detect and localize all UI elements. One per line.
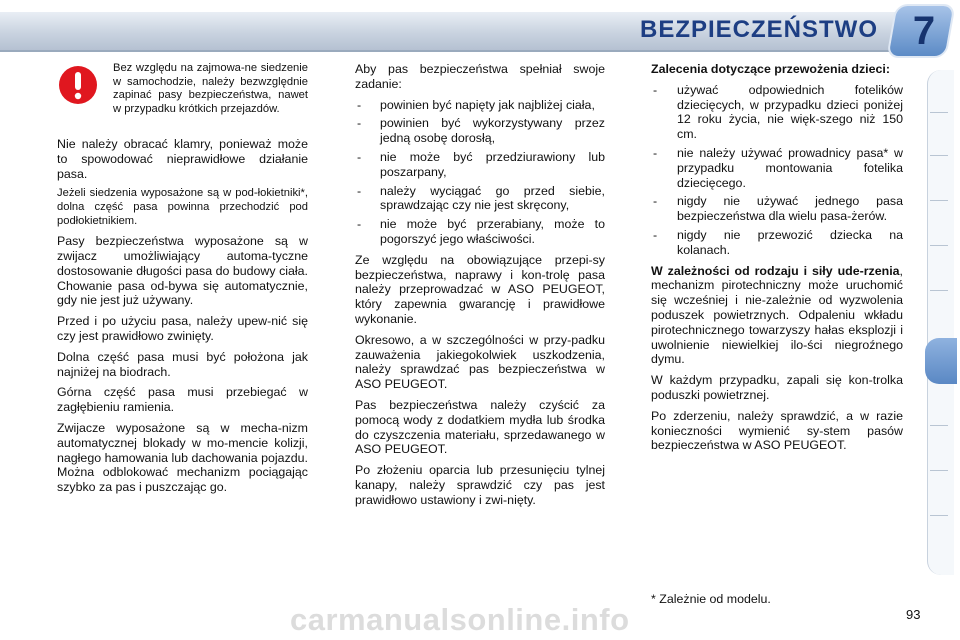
paragraph-rest: , mechanizm pirotechniczny może uruchomić się wcześniej i nie-zależnie od wyzwolenia poduszek powietrznych. Odpaleniu wkładu pirotechnicznego towarzyszy hałas eksplozji i uwolnienie niewielkiej ilo-ści niegroźnego dymu.: [651, 263, 903, 367]
tab-divider: [930, 112, 948, 113]
list-item: - nigdy nie używać jednego pasa bezpieczeństwa dla wielu pasa-żerów.: [651, 194, 903, 224]
chapter-number: 7: [912, 9, 936, 53]
children-recommendations-list: [651, 83, 903, 258]
paragraph-pyrotechnic: [651, 264, 903, 368]
paragraph: Pas bezpieczeństwa należy czyścić za pomocą wody z dodatkiem mydła lub środka do czyszczenia materiału, sprzedawanego w ASO PEUGEOT.: [355, 397, 605, 457]
paragraph: Ze względu na obowiązujące przepi-sy bezpieczeństwa, naprawy i kon-trolę pasa należy przeprowadzać w ASO PEUGEOT, który zapewnia gwarancję i prawidłowe wykonanie.: [355, 252, 605, 326]
column-left: [57, 137, 308, 501]
tab-divider: [930, 470, 948, 471]
tab-divider: [930, 155, 948, 156]
tab-divider: [930, 515, 948, 516]
column-middle: [355, 62, 605, 514]
paragraph: Dolna część pasa musi być położona jak najniżej na biodrach.: [57, 349, 308, 379]
list-item: - nie może być przedziurawiony lub poszarpany,: [355, 150, 605, 180]
paragraph-intro: Aby pas bezpieczeństwa spełniał swoje zadanie:: [355, 62, 605, 91]
list-item: - używać odpowiednich fotelików dziecięcych, w przypadku dzieci poniżej 12 roku życia, nie więk-szego niż 150 cm.: [651, 83, 903, 142]
list-item: - nie należy używać prowadnicy pasa* w przypadku montowania fotelika dziecięcego.: [651, 146, 903, 190]
bold-lead: W zależności od rodzaju i siły ude-rzenia: [651, 263, 900, 278]
list-item: - nigdy nie przewozić dziecka na kolanach.: [651, 228, 903, 258]
children-heading: Zalecenia dotyczące przewożenia dzieci:: [651, 62, 890, 76]
paragraph: Górna część pasa musi przebiegać w zagłębieniu ramienia.: [57, 385, 308, 415]
belt-requirements-list: [355, 98, 605, 247]
paragraph: Przed i po użyciu pasa, należy upew-nić się czy jest prawidłowo zwinięty.: [57, 314, 308, 343]
list-item: - należy wyciągać go przed siebie, sprawdzając czy nie jest skręcony,: [355, 184, 605, 214]
paragraph: Okresowo, a w szczególności w przy-padku zauważenia jakiegokolwiek uszkodzenia, należy sprawdzać pas bezpieczeństwa w ASO PEUGEOT.: [355, 332, 605, 392]
tab-divider: [930, 200, 948, 201]
section-title: BEZPIECZEŃSTWO: [640, 16, 879, 43]
paragraph: W każdym przypadku, zapali się kon-trolka poduszki powietrznej.: [651, 373, 903, 402]
list-item: - powinien być wykorzystywany przez jedną osobę dorosłą,: [355, 116, 605, 146]
paragraph: Po złożeniu oparcia lub przesunięciu tylnej kanapy, należy sprawdzić czy pas jest prawidłowo ustawiony i zwi-nięty.: [355, 463, 605, 507]
tab-divider: [930, 245, 948, 246]
chapter-tab-rail: [927, 70, 954, 575]
watermark: carmanualsonline.info: [290, 602, 630, 637]
warning-text: Bez względu na zajmowa-ne siedzenie w samochodzie, należy bezwzględnie zapinać pasy bezpieczeństwa, nawet w przypadku krótkich przejazdów.: [113, 62, 308, 115]
paragraph: Pasy bezpieczeństwa wyposażone są w zwijacz umożliwiający automa-tyczne dostosowanie długości pasa do budowy ciała. Chowanie pasa od-bywa się automatycznie, gdy nie jest już używany.: [57, 234, 308, 308]
exclamation-icon: [58, 65, 98, 105]
paragraph: Zwijacze wyposażone są w mecha-nizm automatycznej blokady w mo-mencie kolizji, nagłego hamowania lub dachowania pojazdu. Można odblokować mechanizm pociągając szybko za pas i puszczając go.: [57, 420, 308, 495]
paragraph: Nie należy obracać klamry, ponieważ może to spowodować nieprawidłowe działanie pasa.: [57, 137, 308, 181]
column-right: [651, 62, 903, 459]
active-chapter-tab[interactable]: [925, 338, 957, 384]
list-item: - powinien być napięty jak najbliżej ciała,: [355, 98, 605, 113]
paragraph: Po zderzeniu, należy sprawdzić, a w razie konieczności wymienić sy-stem pasów bezpieczeństwa w ASO PEUGEOT.: [651, 408, 903, 453]
list-item: - nie może być przerabiany, może to pogorszyć jego właściwości.: [355, 217, 605, 247]
tab-divider: [930, 425, 948, 426]
tab-divider: [930, 290, 948, 291]
paragraph-armrest: Jeżeli siedzenia wyposażone są w pod-łokietniki*, dolna część pasa powinna przechodzić pod podłokietnikiem.: [57, 187, 308, 227]
page-number: 93: [906, 607, 921, 622]
footnote: * Zależnie od modelu.: [651, 592, 771, 606]
